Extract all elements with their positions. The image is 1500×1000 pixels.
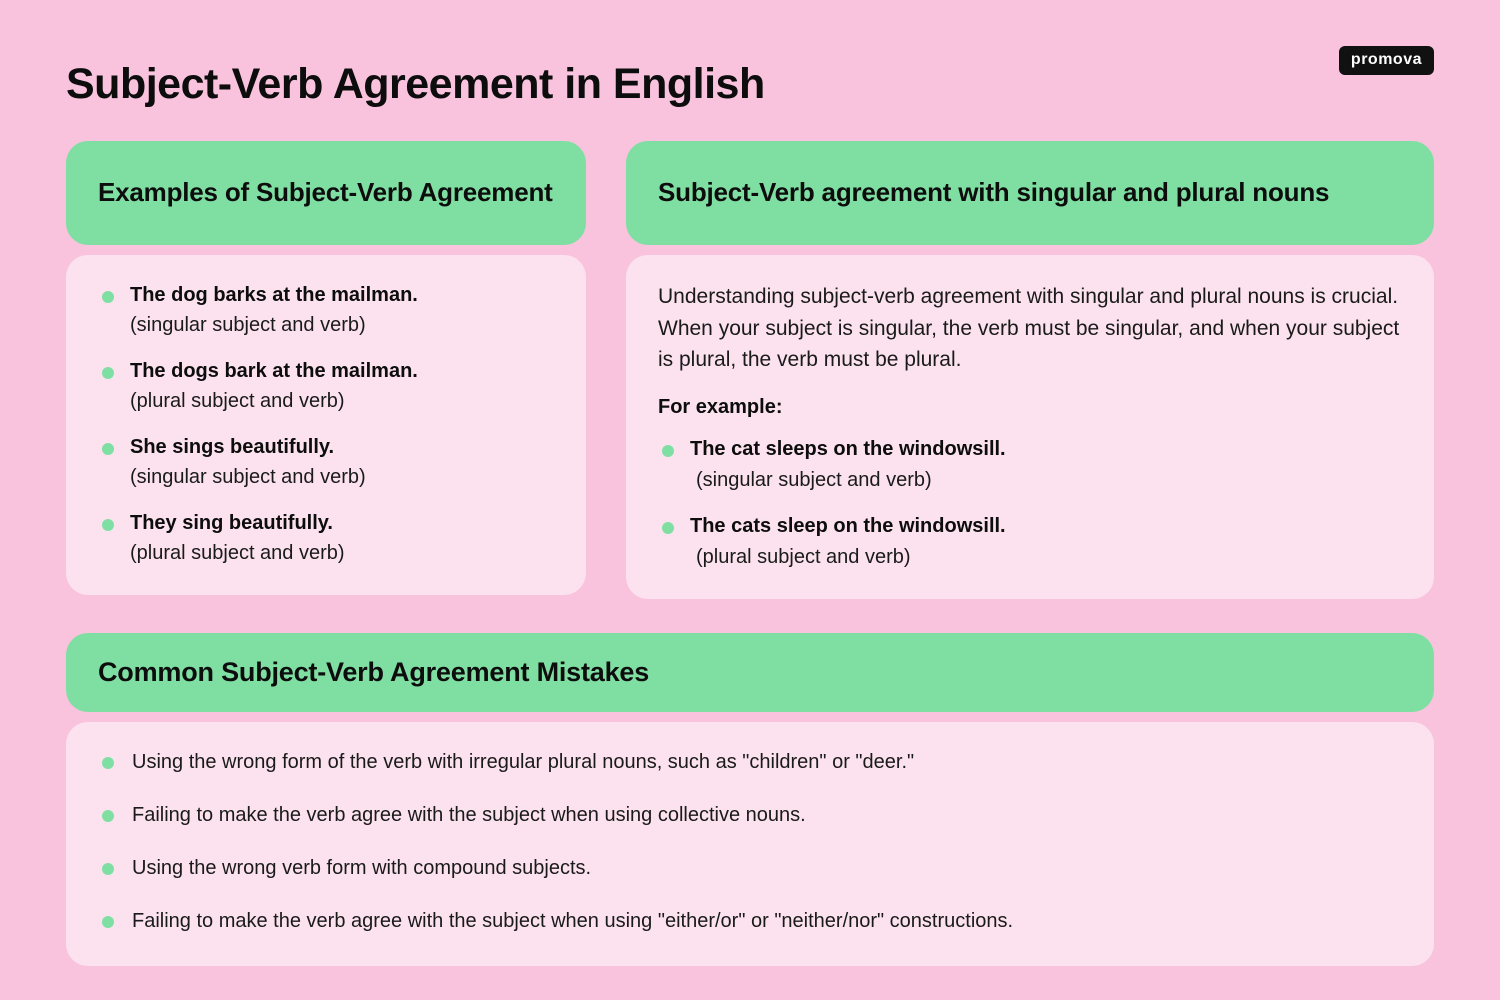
for-example-label: For example: [658, 395, 783, 418]
card-singular-plural-heading: Subject-Verb agreement with singular and plural nouns [626, 141, 1434, 245]
examples-list [98, 281, 554, 567]
top-columns [66, 141, 1434, 599]
list-item [98, 357, 554, 415]
list-item [98, 854, 1402, 883]
list-item [98, 907, 1402, 936]
singular-plural-list [658, 435, 1402, 571]
example-main: The cats sleep on the windowsill. [690, 514, 1006, 537]
card-examples-heading: Examples of Subject-Verb Agreement [66, 141, 586, 245]
list-item [658, 512, 1402, 571]
list-item [98, 433, 554, 491]
card-mistakes-body [66, 722, 1434, 966]
singular-plural-paragraph: Understanding subject-verb agreement with singular and plural nouns is crucial. When your subject is singular, the verb must be singular, and when your subject is plural, the verb must be plural. [658, 285, 1400, 371]
card-mistakes [66, 633, 1434, 966]
card-singular-plural-body [626, 255, 1434, 599]
example-main: They sing beautifully. [130, 512, 333, 534]
page-title: Subject-Verb Agreement in English [66, 60, 765, 108]
list-item [98, 509, 554, 567]
mistake-text: Using the wrong verb form with compound subjects. [132, 856, 592, 879]
card-examples [66, 141, 586, 595]
list-item [658, 435, 1402, 494]
example-main: The dogs bark at the mailman. [130, 360, 418, 382]
example-main: The dog barks at the mailman. [130, 284, 418, 306]
mistake-text: Failing to make the verb agree with the subject when using "either/or" or "neither/nor" constructions. [132, 909, 1014, 932]
example-note: (plural subject and verb) [696, 545, 911, 568]
card-examples-body [66, 255, 586, 595]
list-item [98, 801, 1402, 830]
example-note: (singular subject and verb) [696, 468, 932, 491]
example-main: She sings beautifully. [130, 436, 335, 458]
promova-logo: promova [1339, 46, 1434, 75]
example-note: (plural subject and verb) [130, 390, 345, 412]
mistakes-list [98, 748, 1402, 936]
example-note: (plural subject and verb) [130, 542, 345, 564]
list-item [98, 281, 554, 339]
card-mistakes-heading: Common Subject-Verb Agreement Mistakes [66, 633, 1434, 712]
example-main: The cat sleeps on the windowsill. [690, 437, 1006, 460]
example-note: (singular subject and verb) [130, 314, 366, 336]
mistake-text: Using the wrong form of the verb with irregular plural nouns, such as "children" or "deer." [132, 750, 915, 773]
example-note: (singular subject and verb) [130, 466, 366, 488]
list-item [98, 748, 1402, 777]
card-singular-plural [626, 141, 1434, 599]
mistake-text: Failing to make the verb agree with the subject when using collective nouns. [132, 803, 806, 826]
